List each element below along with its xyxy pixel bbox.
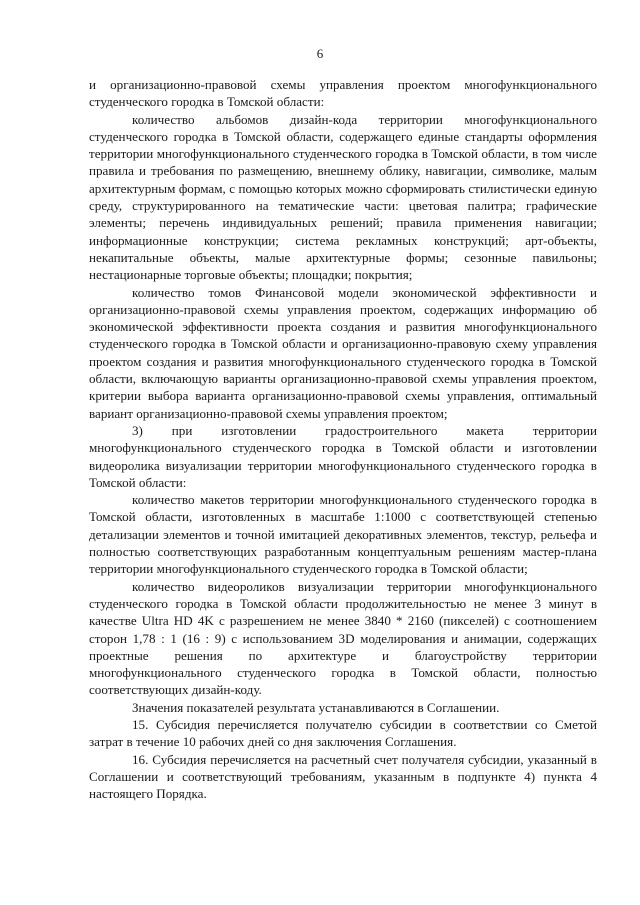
paragraph-result-values: Значения показателей результата устанавливаются в Соглашении. xyxy=(132,699,500,715)
paragraph-clause-16: 16. Субсидия перечисляется на расчетный счет получателя субсидии, указанный в Соглашении и соответствующий требованиям, указанным в подпункте 4) пункта 4 настоящего Порядка. xyxy=(89,751,597,802)
paragraph-item-3-model-video: 3) при изготовлении градостроительного макета территории многофункционального студенческого городка в Томской области и изготовлении видеоролика визуализации территории многофункционального студенческого городка в Томской области: xyxy=(89,422,597,490)
paragraph-clause-15: 15. Субсидия перечисляется получателю субсидии в соответствии со Сметой затрат в течение 10 рабочих дней со дня заключения Соглашения. xyxy=(89,716,597,750)
page-number: 6 xyxy=(316,46,324,61)
paragraph-financial-model-volumes: количество томов Финансовой модели экономической эффективности и организационно-правовой схемы управления проектом, содержащих информацию об экономической эффективности проекта создания и развития многофункционального студенческого городка в Томской области и организационно-правовую схему управления проектом создания и развития многофункционального студенческого городка в Томской области, включающую варианты организационно-правовой схемы управления проектом, критерии выбора варианта организационно-правовой схемы управления, оптимальный вариант организационно-правовой схемы управления проектом; xyxy=(89,284,597,421)
paragraph-design-code-albums: количество альбомов дизайн-кода территории многофункционального студенческого городка в Томской области, содержащего единые стандарты оформления территории многофункционального студенческого городка в Томской области, в том числе правила и требования по размещению, внешнему облику, навигации, символике, малым архитектурным формам, с помощью которых можно сформировать стилистически единую среду, структурированного на тематические части: цветовая палитра; графические элементы; перечень индивидуальных решений; правила применения навигации; информационные конструкции; система рекламных конструкций; арт-объекты, некапитальные объекты, малые архитектурные формы; сезонные павильоны; нестационарные торговые объекты; площадки; покрытия; xyxy=(89,111,597,283)
paragraph-video-count: количество видеороликов визуализации территории многофункционального студенческого городка в Томской области продолжительностью не менее 3 минут в качестве Ultra HD 4K с разрешением не менее 3840 * 2160 (пикселей) с соотношением сторон 1,78 : 1 (16 : 9) с использованием 3D моделирования и анимации, содержащих проектные решения по архитектуре и благоустройству территории многофункционального студенческого городка в Томской области, полностью соответствующих дизайн-коду. xyxy=(89,578,597,698)
paragraph-continuation: и организационно-правовой схемы управления проектом многофункционального студенческого городка в Томской области: xyxy=(89,77,597,110)
paragraph-model-count: количество макетов территории многофункционального студенческого городка в Томской области, изготовленных в масштабе 1:1000 с соответствующей степенью детализации элементов и точной имитацией декоративных элементов, текстур, рельефа и полностью соответствующих разработанным концептуальным решениям мастер-плана территории многофункционального студенческого городка в Томской области; xyxy=(89,492,597,577)
document-body xyxy=(89,76,597,802)
